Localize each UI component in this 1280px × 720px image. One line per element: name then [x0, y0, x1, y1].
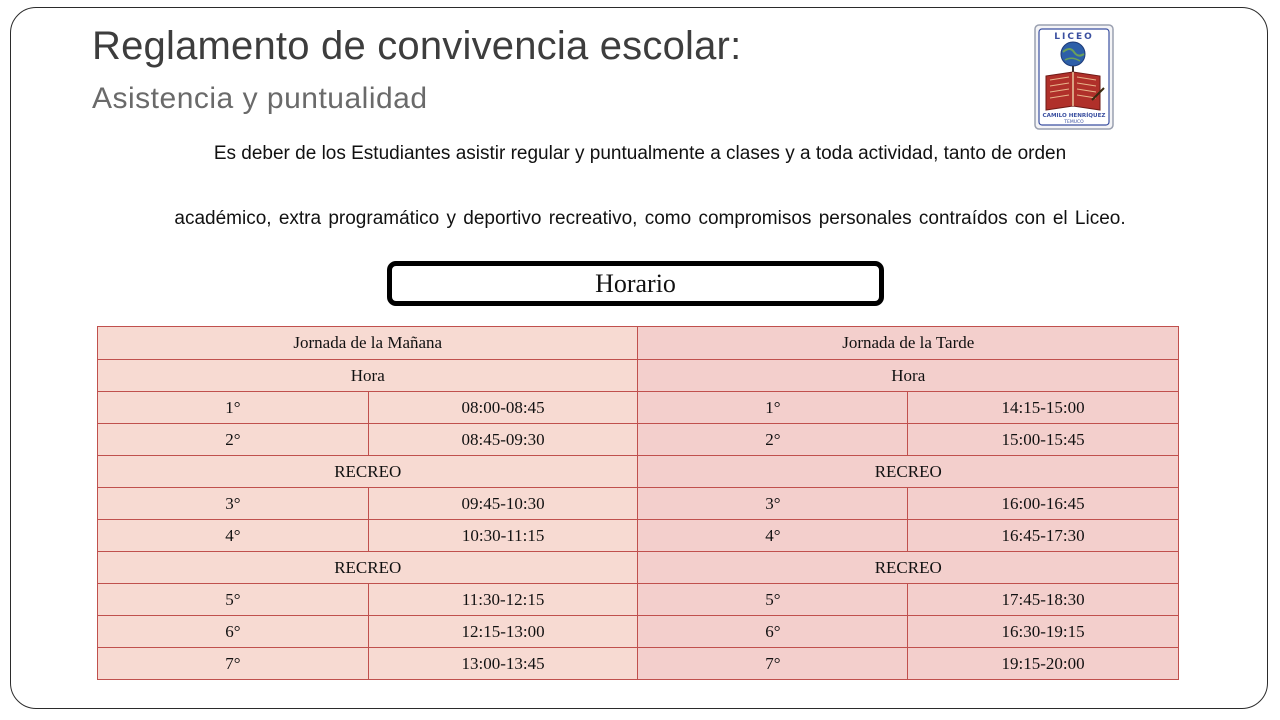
- morning-period-number: 2°: [98, 424, 369, 456]
- liceo-logo: [1034, 24, 1114, 132]
- morning-period-time: 13:00-13:45: [368, 648, 638, 680]
- afternoon-hora-header: Hora: [638, 360, 1179, 392]
- afternoon-period-number: 7°: [638, 648, 908, 680]
- period-row: [98, 616, 1179, 648]
- afternoon-period-number: 1°: [638, 392, 908, 424]
- afternoon-period-time: 14:15-15:00: [908, 392, 1179, 424]
- morning-period-number: 7°: [98, 648, 369, 680]
- period-row: [98, 488, 1179, 520]
- morning-period-number: 6°: [98, 616, 369, 648]
- afternoon-header: Jornada de la Tarde: [638, 327, 1179, 360]
- morning-hora-header: Hora: [98, 360, 638, 392]
- logo-city: TEMUCO: [1064, 120, 1084, 125]
- schedule-table: [97, 326, 1179, 680]
- afternoon-period-time: 15:00-15:45: [908, 424, 1179, 456]
- morning-period-number: 5°: [98, 584, 369, 616]
- schedule-header-row: [98, 327, 1179, 360]
- afternoon-period-number: 5°: [638, 584, 908, 616]
- period-row: [98, 520, 1179, 552]
- paragraph-line-1: Es deber de los Estudiantes asistir regular y puntualmente a clases y a toda actividad, tanto de orden: [213, 143, 1067, 164]
- afternoon-break-cell: RECREO: [638, 552, 1179, 584]
- morning-period-time: 08:00-08:45: [368, 392, 638, 424]
- morning-break-cell: RECREO: [98, 552, 638, 584]
- schedule-subheader-row: [98, 360, 1179, 392]
- period-row: [98, 392, 1179, 424]
- morning-period-time: 10:30-11:15: [368, 520, 638, 552]
- morning-period-number: 4°: [98, 520, 369, 552]
- morning-period-time: 11:30-12:15: [368, 584, 638, 616]
- break-row: [98, 456, 1179, 488]
- globe-icon: [1061, 42, 1085, 66]
- afternoon-period-time: 17:45-18:30: [908, 584, 1179, 616]
- morning-period-number: 1°: [98, 392, 369, 424]
- logo-bottom-text: CAMILO HENRÍQUEZ: [1042, 113, 1106, 119]
- morning-period-time: 08:45-09:30: [368, 424, 638, 456]
- morning-header: Jornada de la Mañana: [98, 327, 638, 360]
- morning-period-time: 09:45-10:30: [368, 488, 638, 520]
- paragraph-line-2: académico, extra programático y deportivo recreativo, como compromisos personales contraídos con el Liceo.: [174, 208, 1126, 229]
- morning-period-time: 12:15-13:00: [368, 616, 638, 648]
- afternoon-period-number: 2°: [638, 424, 908, 456]
- horario-header-box: [387, 261, 884, 306]
- slide-title: Reglamento de convivencia escolar:: [92, 24, 742, 68]
- break-row: [98, 552, 1179, 584]
- logo-top-text: LICEO: [1054, 32, 1094, 42]
- afternoon-period-time: 16:45-17:30: [908, 520, 1179, 552]
- afternoon-period-number: 3°: [638, 488, 908, 520]
- slide-subtitle: Asistencia y puntualidad: [92, 82, 428, 115]
- afternoon-period-number: 4°: [638, 520, 908, 552]
- afternoon-period-number: 6°: [638, 616, 908, 648]
- afternoon-period-time: 16:00-16:45: [908, 488, 1179, 520]
- afternoon-break-cell: RECREO: [638, 456, 1179, 488]
- horario-label: Horario: [595, 268, 676, 298]
- afternoon-period-time: 19:15-20:00: [908, 648, 1179, 680]
- afternoon-period-time: 16:30-19:15: [908, 616, 1179, 648]
- period-row: [98, 648, 1179, 680]
- period-row: [98, 424, 1179, 456]
- morning-period-number: 3°: [98, 488, 369, 520]
- period-row: [98, 584, 1179, 616]
- morning-break-cell: RECREO: [98, 456, 638, 488]
